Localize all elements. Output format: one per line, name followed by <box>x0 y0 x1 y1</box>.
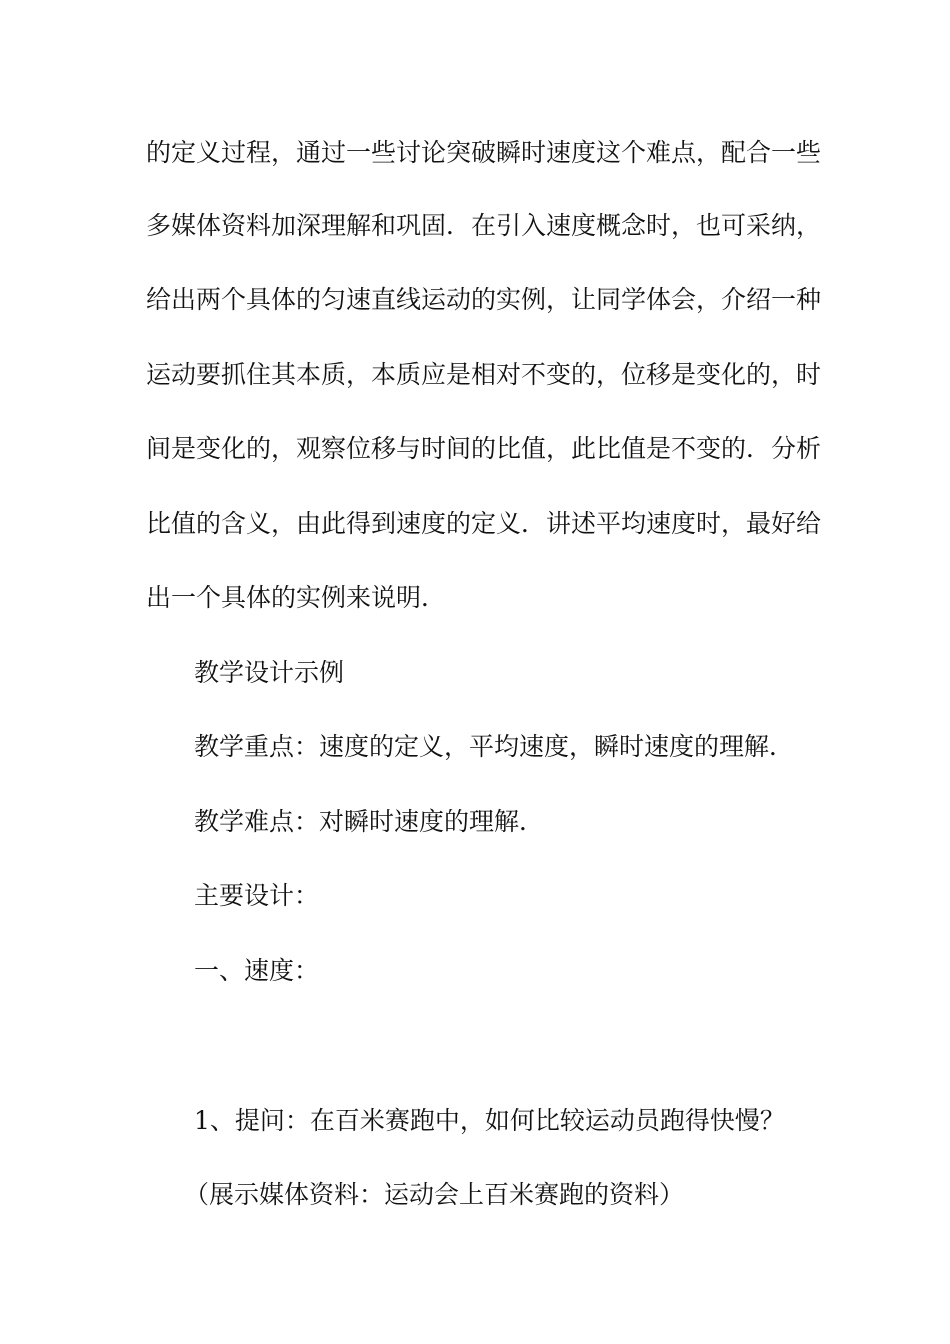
media-note: （展示媒体资料：运动会上百米赛跑的资料） <box>184 1180 685 1209</box>
paragraph-line-3: 给出两个具体的匀速直线运动的实例，让同学体会，介绍一种 <box>146 285 822 314</box>
paragraph-line-6: 比值的含义，由此得到速度的定义．讲述平均速度时，最好给 <box>146 509 822 538</box>
paragraph-line-4: 运动要抓住其本质，本质应是相对不变的，位移是变化的，时 <box>146 360 822 389</box>
main-design-label: 主要设计： <box>194 881 320 910</box>
section-one-heading: 一、速度： <box>194 956 320 985</box>
section-heading: 教学设计示例 <box>194 658 345 687</box>
question-text: 1、提问：在百米赛跑中，如何比较运动员跑得快慢？ <box>194 1106 785 1135</box>
paragraph-line-2: 多媒体资料加深理解和巩固．在引入速度概念时，也可采纳， <box>146 211 822 240</box>
difficulty: 教学难点：对瞬时速度的理解． <box>194 807 545 836</box>
key-points: 教学重点：速度的定义，平均速度，瞬时速度的理解． <box>194 732 795 761</box>
paragraph-line-5: 间是变化的，观察位移与时间的比值，此比值是不变的．分析 <box>146 434 822 463</box>
paragraph-line-7: 出一个具体的实例来说明． <box>146 583 447 612</box>
paragraph-line-1: 的定义过程，通过一些讨论突破瞬时速度这个难点，配合一些 <box>146 138 822 167</box>
